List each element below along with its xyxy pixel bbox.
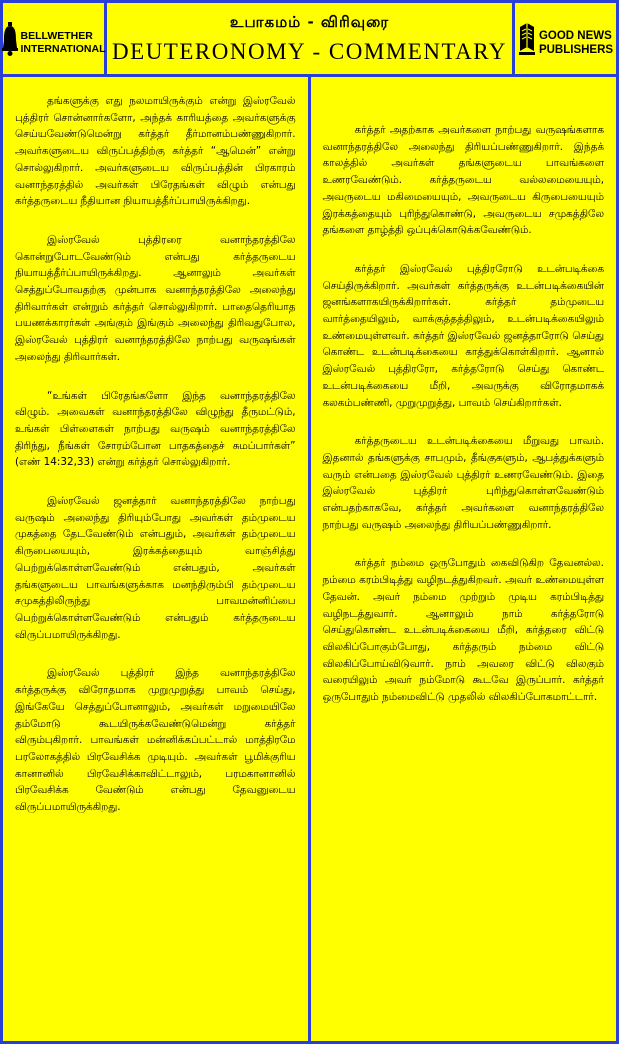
paragraph: கர்த்தர் இஸ்ரவேல் புத்திரரோடு உடன்படிக்கை செய்திருக்கிறார். அவர்கள் கர்த்தருக்கு உடன்படிக்கையின் ஜனங்களாகயிருக்கிறார்கள். கர்த்தர் தம்முடைய வார்த்தையிலும், வாக்குத்தத்திலும், உடன்படிக்கையிலும் உண்மையுள்ளவர். கர்த்தர் இஸ்ரவேல் ஜனத்தாரோடு செய்து கொண்ட உடன்படிக்கையை காத்துக்கொள்கிறார். ஆனால் இஸ்ரவேல் புத்திரரோ, கர்த்தரோடு செய்து கொண்ட உடன்படிக்கையை மீறி, அவருக்கு விரோதமாகக் கலகம்பண்ணி, முறுமுறுத்து, பாவம் செய்கிறார்கள். [322,262,604,409]
paragraph: தங்களுக்கு எது நலமாயிருக்கும் என்று இஸ்ரவேல் புத்திரர் சொன்னார்களோ, அந்தக் காரியத்தை அவர்களுக்கு செய்யவேண்டுமென்று கர்த்தர் தீர்மானம்பண்ணுகிறார். அவர்களுடைய விருப்பத்திற்கு கர்த்தர் “ஆமென்” என்று சொல்லுகிறார். அவர்களுடைய விருப்பத்தின் பிரகாரம் வனாந்தரத்தில் அவர்கள் பிரேதங்கள் விழும் என்பது கர்த்தருடைய நீதியான நியாயத்தீர்ப்பாயிருக்கிறது. [15,95,296,208]
left-column [3,77,311,1041]
paragraph: கர்த்தருடைய உடன்படிக்கையை மீறுவது பாவம். இதனால் தங்களுக்கு சாபமும், தீங்குகளும், ஆபத்துக்களும் வரும் என்பதை இஸ்ரவேல் புத்திரர் உணரவேண்டும். இதை இஸ்ரவேல் புத்திரர் புரிந்துகொள்ளவேண்டும் என்பதற்காகவே, கர்த்தர் அவர்களை வனாந்தரத்திலே நாற்பது வருஷம் அலைந்து திரியப்பண்ணுகிறார். [322,435,604,531]
title-english: DEUTERONOMY - COMMENTARY [112,38,507,64]
right-column [311,77,617,1041]
bell-icon [2,22,18,56]
title-block [107,3,512,74]
good-news-logo [512,3,616,74]
paragraph: இஸ்ரவேல் ஜனத்தார் வனாந்தரத்திலே நாற்பது வருஷம் அலைந்து திரியும்போது அவர்கள் தம்முடைய முகத்தை தேடவேண்டும் என்பதும், அவர்கள் தம்முடைய கிருபையையும், இரக்கத்தையும் வாஞ்சித்து பெற்றுக்கொள்ளவேண்டும் என்பதும், அவர்கள் தங்களுடைய பாவங்களுக்காக மனந்திரும்பி தம்முடைய சமுகத்திலிருந்து பாவமன்னிப்பை பெற்றுக்கொள்ளவேண்டும் என்பதும் கர்த்தருடைய விருப்பமாயிருக்கிறது. [15,495,296,641]
title-tamil: உபாகமம் - விரிவுரை [229,12,390,31]
paragraph: இஸ்ரவேல் புத்திரரை வனாந்தரத்திலே கொன்றுபோடவேண்டும் என்பது கர்த்தருடைய நியாயத்தீர்ப்பாயிருக்கிறது. ஆனாலும் அவர்கள் செத்துப்போவதற்கு முன்பாக வனாந்தரத்திலே அலைந்து திரிவார்கள் என்றும் கர்த்தர் சொல்லுகிறார். பாதைதெரியாத பயணக்காரர்கள் அங்கும் இங்கும் அலைந்து திரிவதுபோல, இஸ்ரவேல் புத்திரர் வனாந்தரத்திலே நாற்பது வருஷங்கள் அலைந்து திரிவார்கள். [15,233,296,363]
book-icon [518,21,536,57]
paragraph: கர்த்தர் நம்மை ஒருபோதும் கைவிடுகிற தேவனல்ல. நம்மை கரம்பிடித்து வழிநடத்துகிறவர். அவர் உண்மையுள்ள தேவன். அவர் நம்மை முற்றும் முடிய கரம்பிடித்து வழிநடத்துவார். ஆனாலும் நாம் கர்த்தரோடு செய்துகொண்ட உடன்படிக்கையை மீறி, கர்த்தரை விட்டு விலகிப்போகும்போது, கர்த்தரும் நம்மை விட்டு விலகிப்போய்விடுவார். நாம் அவரை விட்டு விலகும் வரையிலும் அவர் நம்மோடு கூடவே இருப்பார். கர்த்தர் ஒருபோதும் நம்மைவிட்டு முதலில் விலகிப்போகமாட்டார். [322,557,604,704]
bellwether-logo [3,3,107,74]
header [3,3,616,77]
commentary-body [3,77,616,1041]
good-news-logo-text: GOOD NEWS PUBLISHERS [538,29,614,56]
paragraph: இஸ்ரவேல் புத்திரர் இந்த வனாந்தரத்திலே கர்த்தருக்கு விரோதமாக முறுமுறுத்து பாவம் செய்து, இங்கேயே செத்துப்போனாலும், அவர்கள் மறுமையிலே தம்மோடு கூடயிருக்கவேண்டுமென்று கர்த்தர் விரும்புகிறார். பாவங்கள் மன்னிக்கப்பட்டால் மாத்திரமே பரலோகத்தில் பிரவேசிக்க முடியும். அவர்கள் பூமிக்குரிய கானானில் பிரவேசிக்காவிட்டாலும், பரமகானானில் பிரவேசிக்க வேண்டும் என்பது தேவனுடைய விருப்பமாயிருக்கிறது. [15,667,296,814]
bellwether-logo-text: BELLWETHER INTERNATIONAL [20,29,106,55]
paragraph: கர்த்தர் அதற்காக அவர்களை நாற்பது வருஷங்களாக வனாந்தரத்திலே அலைந்து திரியப்பண்ணுகிறார். இந்தக் காலத்தில் அவர்கள் தங்களுடைய பாவங்களை உணரவேண்டும். கர்த்தருடைய வல்லமையையும், அவருடைய மகிமையையும், அவருடைய கிருபையையும் இரக்கத்தையும் புரிந்துகொண்டு, அவருடைய சமுகத்திலே தங்களை தாழ்த்தி ஒப்புக்கொடுக்கவேண்டும். [322,124,604,237]
paragraph: “உங்கள் பிரேதங்களோ இந்த வனாந்தரத்திலே விழும். அவைகள் வனாந்தரத்திலே விழுந்து தீருமட்டும், உங்கள் பிள்ளைகள் நாற்பது வருஷம் வனாந்தரத்திலே திரிந்து, நீங்கள் சோரம்போன பாதகத்தைச் சுமப்பார்கள்” (எண் 14:32,33) என்று கர்த்தர் சொல்லுகிறார். [15,389,296,469]
